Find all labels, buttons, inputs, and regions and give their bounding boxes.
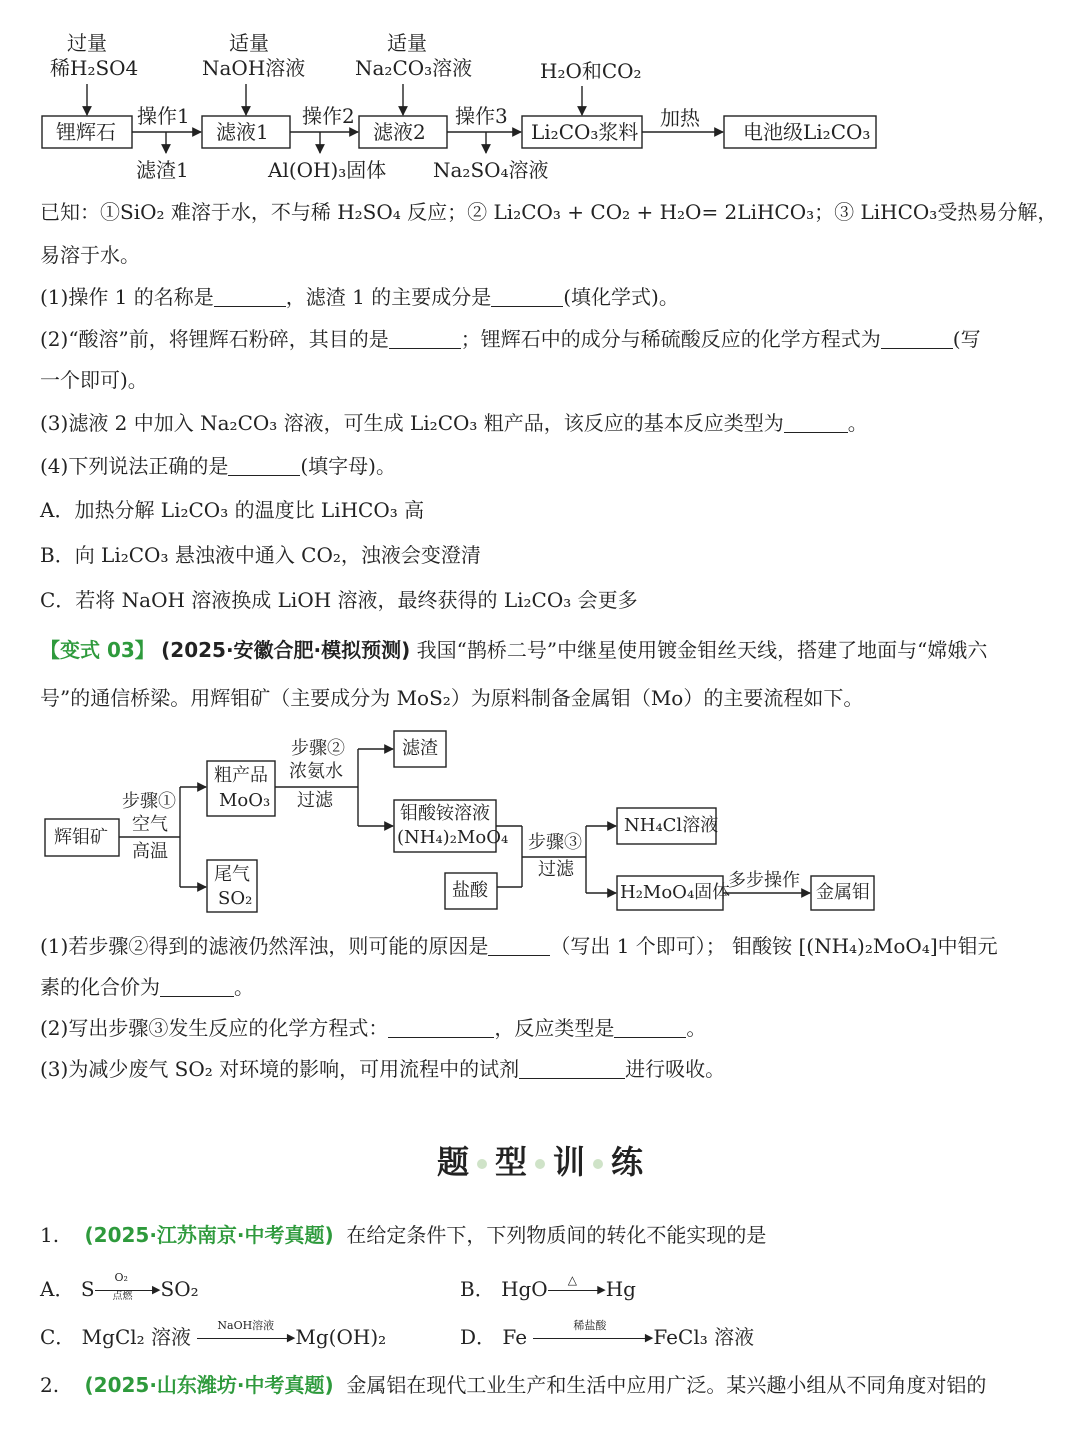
box-filtrate2: 滤液2 bbox=[373, 120, 426, 144]
reaction-arrow: 稀盐酸 ▶ bbox=[533, 1326, 653, 1346]
op-1: 操作1 bbox=[137, 104, 190, 128]
step1-air: 空气 bbox=[132, 814, 168, 835]
item-2: 2. (2025·山东潍坊·中考真题) 金属铝在现代工业生产和生活中应用广泛。某兴趣小组从不同角度对铝的 bbox=[40, 1373, 987, 1397]
item-1-option-a: A． S O₂ ▶ 点燃 SO₂ bbox=[40, 1271, 199, 1302]
title-dot bbox=[593, 1159, 603, 1169]
reaction-arrow: NaOH溶液 ▶ bbox=[197, 1326, 295, 1346]
question-1-2: (2)“酸溶”前，将锂辉石粉碎，其目的是 ；锂辉石中的成分与稀硫酸反应的化学方程式为 (写 bbox=[40, 327, 981, 351]
answer-blank[interactable] bbox=[488, 935, 550, 956]
answer-blank[interactable] bbox=[519, 1058, 625, 1079]
variant-tag: 【变式 03】 bbox=[40, 638, 155, 662]
answer-blank[interactable] bbox=[160, 976, 234, 997]
title-dot bbox=[535, 1159, 545, 1169]
item-1-option-c: C． MgCl₂ 溶液 NaOH溶液 ▶ Mg(OH)₂ bbox=[40, 1319, 387, 1349]
reagent-3-line1: 适量 bbox=[387, 31, 427, 55]
item-1-option-d: D． Fe 稀盐酸 ▶ FeCl₃ 溶液 bbox=[460, 1319, 755, 1349]
variant-intro-cont: 号”的通信桥梁。用辉钼矿（主要成分为 MoS₂）为原料制备金属钼（Mo）的主要流程如下。 bbox=[40, 686, 864, 710]
node-tailgas: 尾气 bbox=[214, 864, 250, 885]
item-1: 1. (2025·江苏南京·中考真题) 在给定条件下，下列物质间的转化不能实现的是 bbox=[40, 1223, 767, 1247]
node-ammonium: 钼酸铵溶液 bbox=[400, 803, 490, 824]
node-metal: 金属钼 bbox=[816, 882, 870, 903]
byproduct-residue1: 滤渣1 bbox=[136, 158, 189, 182]
box-spodumene: 锂辉石 bbox=[56, 120, 116, 144]
step3-filter: 过滤 bbox=[538, 859, 574, 880]
option-a: A．加热分解 Li₂CO₃ 的温度比 LiHCO₃ 高 bbox=[40, 498, 425, 522]
op-3: 操作3 bbox=[455, 104, 508, 128]
question-2-1-cont: 素的化合价为 。 bbox=[40, 975, 254, 999]
title-dot bbox=[477, 1159, 487, 1169]
question-2-2: (2)写出步骤③发生反应的化学方程式： ，反应类型是 。 bbox=[40, 1016, 707, 1040]
node-nh4cl: NH₄Cl溶液 bbox=[624, 815, 719, 836]
reagent-3-line2: Na₂CO₃溶液 bbox=[355, 56, 473, 80]
question-2-1: (1)若步骤②得到的滤液仍然浑浊，则可能的原因是 （写出 1 个即可）； 钼酸铵 [(NH₄)₂MoO₄]中钼元 bbox=[40, 934, 998, 958]
reagent-1-line1: 过量 bbox=[67, 31, 107, 55]
reagent-1-line2: 稀H₂SO4 bbox=[50, 56, 139, 80]
byproduct-aloh3: Al(OH)₃固体 bbox=[268, 158, 387, 182]
option-b: B．向 Li₂CO₃ 悬浊液中通入 CO₂，浊液会变澄清 bbox=[40, 543, 481, 567]
known-line2: 易溶于水。 bbox=[40, 243, 140, 267]
question-1-4: (4)下列说法正确的是 (填字母)。 bbox=[40, 454, 396, 478]
variant-source: (2025·安徽合肥·模拟预测) bbox=[161, 638, 411, 662]
multistep-label: 多步操作 bbox=[728, 870, 800, 891]
node-tailgas-formula: SO₂ bbox=[218, 888, 253, 909]
item-2-source: (2025·山东潍坊·中考真题) bbox=[84, 1373, 334, 1397]
step2-ammonia: 浓氨水 bbox=[289, 761, 343, 782]
box-slurry: Li₂CO₃浆料 bbox=[531, 120, 639, 144]
step2-label: 步骤② bbox=[291, 738, 345, 759]
step1-label: 步骤① bbox=[122, 791, 176, 812]
step1-heat: 高温 bbox=[132, 841, 168, 862]
answer-blank[interactable] bbox=[388, 1017, 494, 1038]
known-line1: 已知：①SiO₂ 难溶于水，不与稀 H₂SO₄ 反应；② Li₂CO₃ + CO₂ + H₂O= 2LiHCO₃；③ LiHCO₃受热易分解， bbox=[40, 200, 1058, 224]
step3-label: 步骤③ bbox=[528, 832, 582, 853]
answer-blank[interactable] bbox=[614, 1017, 686, 1038]
question-2-3: (3)为减少废气 SO₂ 对环境的影响，可用流程中的试剂 进行吸收。 bbox=[40, 1057, 726, 1081]
box-filtrate1: 滤液1 bbox=[216, 120, 269, 144]
question-1-2-cont: 一个即可)。 bbox=[40, 368, 148, 392]
node-hcl: 盐酸 bbox=[452, 880, 488, 901]
box-battery-grade: 电池级Li₂CO₃ bbox=[743, 120, 871, 144]
node-crude: 粗产品 bbox=[214, 765, 268, 786]
byproduct-na2so4: Na₂SO₄溶液 bbox=[433, 158, 549, 182]
node-ore: 辉钼矿 bbox=[54, 827, 108, 848]
question-1-3: (3)滤液 2 中加入 Na₂CO₃ 溶液，可生成 Li₂CO₃ 粗产品，该反应的基本反应类型为 。 bbox=[40, 411, 868, 435]
step2-filter: 过滤 bbox=[297, 790, 333, 811]
variant-intro: 【变式 03】 (2025·安徽合肥·模拟预测) 我国“鹊桥二号”中继星使用镀金钼丝天线，搭建了地面与“嫦娥六 bbox=[40, 638, 988, 662]
op-heat: 加热 bbox=[660, 106, 700, 130]
reagent-2-line2: NaOH溶液 bbox=[202, 56, 306, 80]
node-h2moo4: H₂MoO₄固体 bbox=[620, 882, 731, 903]
node-crude-formula: MoO₃ bbox=[219, 790, 271, 811]
item-1-option-b: B． HgO △ ▶ Hg bbox=[460, 1273, 636, 1301]
item-1-source: (2025·江苏南京·中考真题) bbox=[84, 1223, 334, 1247]
question-1-1: (1)操作 1 的名称是 ，滤渣 1 的主要成分是 (填化学式)。 bbox=[40, 285, 679, 309]
option-c: C．若将 NaOH 溶液换成 LiOH 溶液，最终获得的 Li₂CO₃ 会更多 bbox=[40, 588, 638, 612]
section-title: 题 型 训 练 bbox=[436, 1143, 644, 1181]
node-ammonium-formula: (NH₄)₂MoO₄ bbox=[397, 827, 509, 848]
node-residue: 滤渣 bbox=[402, 738, 438, 759]
reaction-arrow: O₂ ▶ 点燃 bbox=[95, 1278, 161, 1298]
reaction-arrow: △ ▶ bbox=[548, 1278, 606, 1298]
reagent-4: H₂O和CO₂ bbox=[540, 59, 642, 83]
reagent-2-line1: 适量 bbox=[229, 31, 269, 55]
op-2: 操作2 bbox=[302, 104, 355, 128]
